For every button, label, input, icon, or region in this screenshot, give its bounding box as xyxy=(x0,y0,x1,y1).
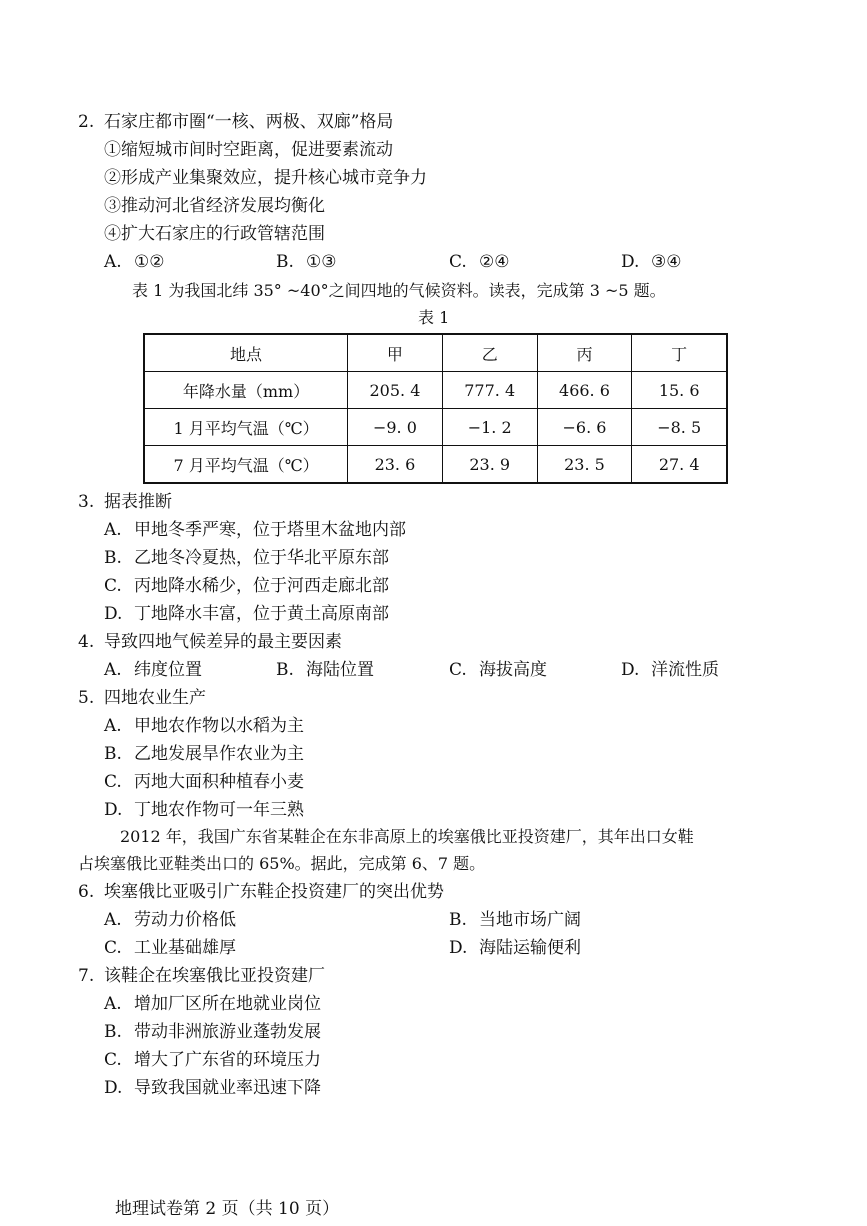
option-letter: A. xyxy=(104,994,122,1014)
q2-option-a xyxy=(104,251,164,273)
table-cell: −9. 0 xyxy=(348,409,443,446)
option-text: ①② xyxy=(134,252,165,272)
table-header-cell: 丁 xyxy=(632,334,727,372)
q6-option-d xyxy=(449,937,581,959)
option-text: 增加厂区所在地就业岗位 xyxy=(134,994,321,1014)
table-header-cell: 地点 xyxy=(144,334,348,372)
option-letter: A. xyxy=(104,910,122,930)
option-text: 丙地大面积种植春小麦 xyxy=(134,772,304,792)
q3-option-b xyxy=(104,547,389,569)
option-letter: B. xyxy=(104,548,122,568)
q5-number: 5. xyxy=(78,688,95,708)
table-cell: −8. 5 xyxy=(632,409,727,446)
q3-number: 3. xyxy=(78,492,95,512)
option-letter: A. xyxy=(104,252,122,272)
q6-option-c xyxy=(104,937,236,959)
climate-table xyxy=(143,333,728,484)
q4-option-b xyxy=(276,659,374,681)
option-text: 海陆位置 xyxy=(306,660,374,680)
option-text: 带动非洲旅游业蓬勃发展 xyxy=(134,1022,321,1042)
option-letter: D. xyxy=(449,938,468,958)
table-cell: 23. 9 xyxy=(442,446,537,484)
option-text: 当地市场广阔 xyxy=(479,910,581,930)
table-cell: 27. 4 xyxy=(632,446,727,484)
option-letter: D. xyxy=(104,800,123,820)
option-text: 甲地农作物以水稻为主 xyxy=(134,716,304,736)
table-cell: 1 月平均气温（℃） xyxy=(144,409,348,446)
q5-option-d xyxy=(104,799,304,821)
option-letter: A. xyxy=(104,716,122,736)
table-title: 表 1 xyxy=(418,308,450,327)
q6-number: 6. xyxy=(78,882,95,902)
option-letter: C. xyxy=(104,772,122,792)
table-cell: 23. 6 xyxy=(348,446,443,484)
table-cell: 年降水量（mm） xyxy=(144,372,348,409)
q2-item-3: ③推动河北省经济发展均衡化 xyxy=(104,196,325,216)
q2-item-4: ④扩大石家庄的行政管辖范围 xyxy=(104,224,325,244)
option-text: 纬度位置 xyxy=(134,660,202,680)
q5-option-b xyxy=(104,743,304,765)
q7-option-b xyxy=(104,1021,321,1043)
option-text: 丁地农作物可一年三熟 xyxy=(134,800,304,820)
table-cell: 777. 4 xyxy=(442,372,537,409)
table-cell: 23. 5 xyxy=(537,446,632,484)
q4-stem: 导致四地气候差异的最主要因素 xyxy=(104,632,342,652)
option-text: 洋流性质 xyxy=(651,660,719,680)
table-header-cell: 乙 xyxy=(442,334,537,372)
table-row xyxy=(144,372,727,409)
q6-stem: 埃塞俄比亚吸引广东鞋企投资建厂的突出优势 xyxy=(104,882,444,902)
q2-item-1: ①缩短城市间时空距离，促进要素流动 xyxy=(104,140,393,160)
q2-stem: 石家庄都市圈“一核、两极、双廊”格局 xyxy=(104,112,394,132)
table-header-row xyxy=(144,334,727,372)
table-row xyxy=(144,409,727,446)
table-cell: 15. 6 xyxy=(632,372,727,409)
option-letter: C. xyxy=(104,576,122,596)
table-cell: 205. 4 xyxy=(348,372,443,409)
table-row xyxy=(144,446,727,484)
option-text: 甲地冬季严寒，位于塔里木盆地内部 xyxy=(134,520,406,540)
option-text: 丁地降水丰富，位于黄土高原南部 xyxy=(134,604,389,624)
q3-stem: 据表推断 xyxy=(104,492,172,512)
option-text: 工业基础雄厚 xyxy=(134,938,236,958)
table-cell: −6. 6 xyxy=(537,409,632,446)
q3-option-a xyxy=(104,519,406,541)
intro-passage-line-1: 2012 年，我国广东省某鞋企在东非高原上的埃塞俄比亚投资建厂，其年出口女鞋 xyxy=(120,827,694,846)
option-letter: B. xyxy=(449,910,467,930)
q7-option-c xyxy=(104,1049,321,1071)
q5-stem: 四地农业生产 xyxy=(104,688,206,708)
table-cell: −1. 2 xyxy=(442,409,537,446)
q2-number: 2. xyxy=(78,112,95,132)
q4-option-c xyxy=(449,659,547,681)
option-letter: D. xyxy=(104,1078,123,1098)
option-letter: A. xyxy=(104,520,122,540)
q6-option-a xyxy=(104,909,236,931)
option-text: 导致我国就业率迅速下降 xyxy=(134,1078,321,1098)
q7-number: 7. xyxy=(78,966,95,986)
q5-option-a xyxy=(104,715,304,737)
table-cell: 7 月平均气温（℃） xyxy=(144,446,348,484)
q4-number: 4. xyxy=(78,632,95,652)
intro-passage-line-2: 占埃塞俄比亚鞋类出口的 65%。据此，完成第 6、7 题。 xyxy=(78,854,486,873)
option-letter: D. xyxy=(621,252,640,272)
q2-item-2: ②形成产业集聚效应，提升核心城市竞争力 xyxy=(104,168,427,188)
intro-table: 表 1 为我国北纬 35° ~40°之间四地的气候资料。读表，完成第 3 ~5 题。 xyxy=(132,281,666,300)
q7-option-d xyxy=(104,1077,321,1099)
option-letter: B. xyxy=(104,744,122,764)
option-letter: B. xyxy=(104,1022,122,1042)
option-text: ③④ xyxy=(651,252,682,272)
q3-option-c xyxy=(104,575,389,597)
q7-option-a xyxy=(104,993,321,1015)
option-letter: B. xyxy=(276,660,294,680)
option-text: 劳动力价格低 xyxy=(134,910,236,930)
option-text: ①③ xyxy=(306,252,337,272)
table-header-cell: 甲 xyxy=(348,334,443,372)
option-letter: A. xyxy=(104,660,122,680)
option-letter: C. xyxy=(449,660,467,680)
option-text: 乙地冬冷夏热，位于华北平原东部 xyxy=(134,548,389,568)
table-header-cell: 丙 xyxy=(537,334,632,372)
q4-option-a xyxy=(104,659,202,681)
q2-option-b xyxy=(276,251,336,273)
q5-option-c xyxy=(104,771,304,793)
option-letter: D. xyxy=(104,604,123,624)
option-letter: C. xyxy=(104,1050,122,1070)
q2-option-c xyxy=(449,251,509,273)
q6-option-b xyxy=(449,909,581,931)
option-text: ②④ xyxy=(479,252,510,272)
q2-option-d xyxy=(621,251,681,273)
option-text: 丙地降水稀少，位于河西走廊北部 xyxy=(134,576,389,596)
option-letter: B. xyxy=(276,252,294,272)
option-text: 海拔高度 xyxy=(479,660,547,680)
q4-option-d xyxy=(621,659,719,681)
page-footer: 地理试卷第 2 页（共 10 页） xyxy=(115,1199,340,1219)
table-cell: 466. 6 xyxy=(537,372,632,409)
option-letter: C. xyxy=(449,252,467,272)
option-text: 海陆运输便利 xyxy=(479,938,581,958)
option-text: 增大了广东省的环境压力 xyxy=(134,1050,321,1070)
option-letter: C. xyxy=(104,938,122,958)
q7-stem: 该鞋企在埃塞俄比亚投资建厂 xyxy=(104,966,325,986)
q3-option-d xyxy=(104,603,389,625)
option-letter: D. xyxy=(621,660,640,680)
option-text: 乙地发展旱作农业为主 xyxy=(134,744,304,764)
